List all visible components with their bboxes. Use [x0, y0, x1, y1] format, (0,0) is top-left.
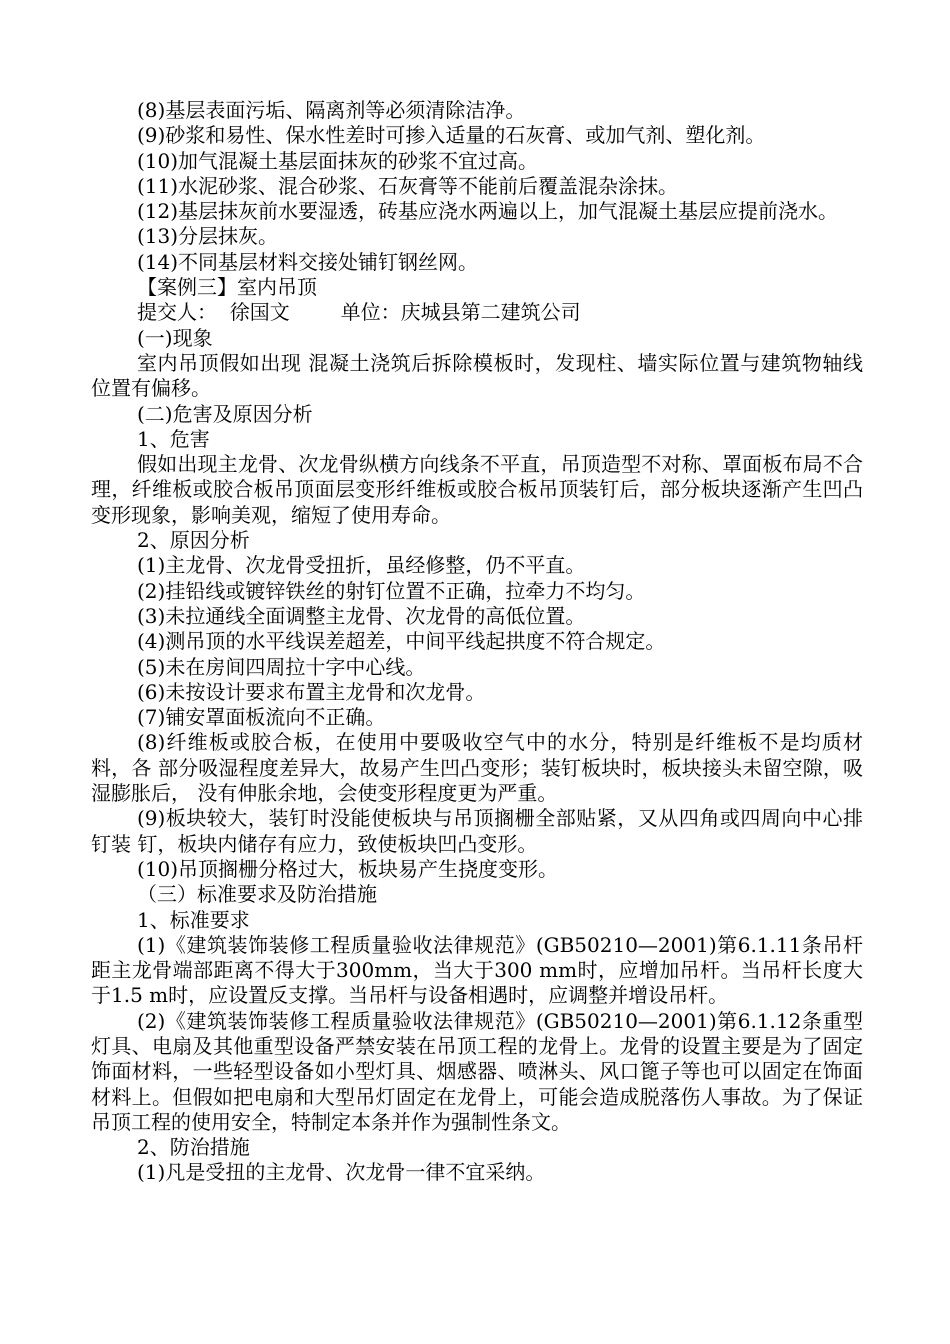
paragraph: (7)铺安罩面板流向不正确。: [137, 705, 386, 730]
paragraph: (6)未按设计要求布置主龙骨和次龙骨。: [137, 679, 486, 704]
paragraph: (11)水泥砂浆、混合砂浆、石灰膏等不能前后覆盖混杂涂抹。: [137, 173, 679, 198]
paragraph: (1)凡是受扭的主龙骨、次龙骨一律不宜采纳。: [137, 1160, 546, 1185]
paragraph: (3)未拉通线全面调整主龙骨、次龙骨的高低位置。: [137, 603, 586, 628]
paragraph: 室内吊顶假如出现 混凝土浇筑后拆除模板时，发现柱、墙实际位置与建筑物轴线位置有偏移。: [91, 350, 863, 401]
document-body: [91, 98, 863, 1186]
paragraph: (4)测吊顶的水平线误差超差，中间平线起拱度不符合规定。: [137, 629, 666, 654]
subsection-heading: 2、原因分析: [137, 528, 250, 553]
subsection-heading: 1、标准要求: [137, 907, 250, 932]
subsection-heading: 2、防治措施: [137, 1135, 250, 1160]
paragraph: 假如出现主龙骨、次龙骨纵横方向线条不平直，吊顶造型不对称、罩面板布局不合理，纤维板或胶合板吊顶面层变形纤维板或胶合板吊顶装钉后，部分板块逐渐产生凹凸变形现象，影响美观，缩短了使用寿命。: [91, 452, 863, 527]
paragraph: (8)纤维板或胶合板，在使用中要吸收空气中的水分，特别是纤维板不是均质材料，各 部分吸湿程度差异大，故易产生凹凸变形；装钉板块时，板块接头未留空隙，吸湿膨胀后， 没有伸胀余地，会使变形程度更为严重。: [91, 730, 863, 806]
paragraph: (2)《建筑装饰装修工程质量验收法律规范》(GB50210—2001)第6.1.12条重型灯具、电扇及其他重型设备严禁安装在吊顶工程的龙骨上。龙骨的设置主要是为了固定饰面材料，一些轻型设备如小型灯具、烟感器、喷淋头、风口篦子等也可以固定在饰面材料上。但假如把电扇和大型吊灯固定在龙骨上，可能会造成脱落伤人事故。为了保证吊顶工程的使用安全，特制定本条并作为强制性条文。: [91, 1008, 863, 1134]
section-heading: （三）标准要求及防治措施: [137, 882, 377, 907]
paragraph: (10)吊顶搁栅分格过大，板块易产生挠度变形。: [137, 856, 559, 881]
paragraph: (10)加气混凝土基层面抹灰的砂浆不宜过高。: [137, 148, 539, 173]
paragraph: (8)基层表面污垢、隔离剂等必须清除洁净。: [137, 98, 526, 122]
paragraph: (9)板块较大，装钉时没能使板块与吊顶搁栅全部贴紧，又从四角或四周向中心排钉装 钉，板块内储存有应力，致使板块凹凸变形。: [91, 806, 863, 856]
paragraph: (1)《建筑装饰装修工程质量验收法律规范》(GB50210—2001)第6.1.11条吊杆距主龙骨端部距离不得大于300mm，当大于300 mm时，应增加吊杆。当吊杆长度大于1.5 m时，应设置反支撑。当吊杆与设备相遇时，应调整并增设吊杆。: [91, 932, 863, 1008]
paragraph: (1)主龙骨、次龙骨受扭折，虽经修整，仍不平直。: [137, 553, 586, 578]
paragraph: (2)挂铅线或镀锌铁丝的射钉位置不正确，拉牵力不均匀。: [137, 578, 646, 603]
section-heading: (二)危害及原因分析: [137, 401, 313, 426]
section-heading: (一)现象: [137, 325, 213, 350]
paragraph: (14)不同基层材料交接处铺钉钢丝网。: [137, 249, 479, 274]
paragraph: (9)砂浆和易性、保水性差时可掺入适量的石灰膏、或加气剂、塑化剂。: [137, 123, 766, 148]
subsection-heading: 1、危害: [137, 426, 210, 451]
paragraph: (5)未在房间四周拉十字中心线。: [137, 654, 426, 679]
submitter-line: 提交人： 徐国文 单位：庆城县第二建筑公司: [137, 300, 581, 325]
paragraph: (13)分层抹灰。: [137, 224, 279, 249]
paragraph: (12)基层抹灰前水要湿透，砖基应浇水两遍以上，加气混凝土基层应提前浇水。: [137, 199, 839, 224]
case-title: 【案例三】室内吊顶: [137, 275, 317, 300]
